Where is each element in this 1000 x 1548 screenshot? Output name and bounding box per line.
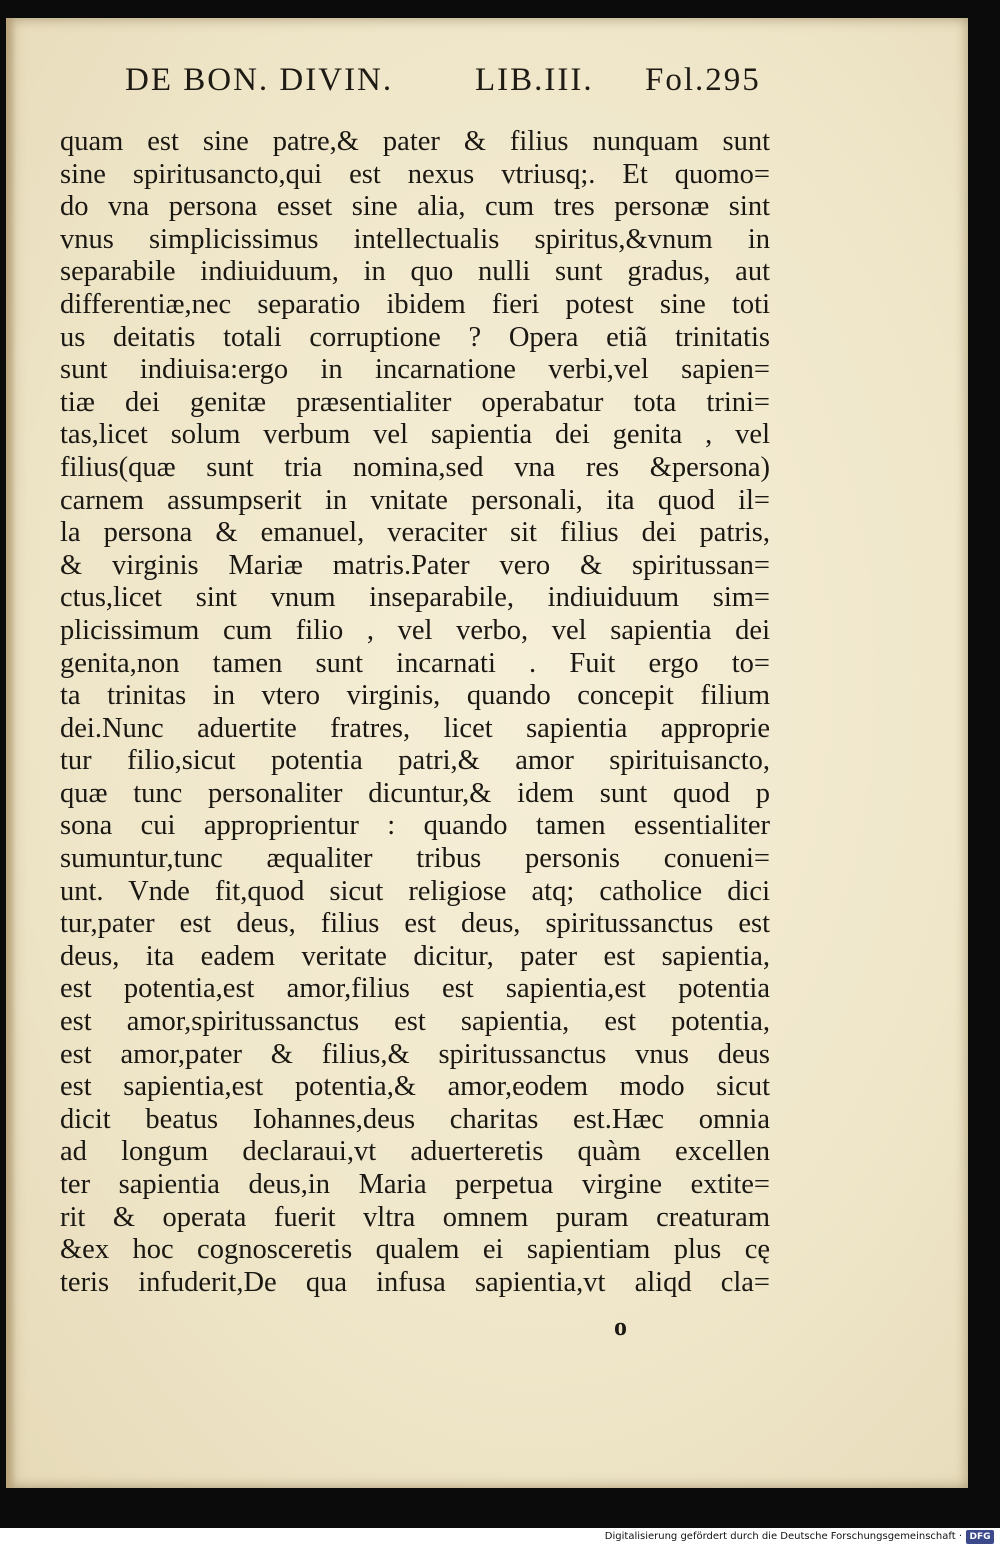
text-line: separabile indiuiduum, in quo nulli sunt gradus, aut [60,256,770,288]
running-head-title: DE BON. DIVIN. [125,62,394,98]
running-head [125,62,765,112]
text-line: carnem assumpserit in vnitate personali, ita quod il= [60,484,770,516]
text-line: tur filio,sicut potentia patri,& amor spirituisancto, [60,745,770,777]
text-line: dei.Nunc aduertite fratres, licet sapientia approprie [60,712,770,744]
signature-mark: o [614,1312,627,1341]
text-line: est potentia,est amor,filius est sapientia,est potentia [60,973,770,1005]
text-line: plicissimum cum filio , vel verbo, vel sapientia dei [60,614,770,646]
text-line: rit & operata fuerit vltra omnem puram creaturam [60,1201,770,1233]
text-line: filius(quæ sunt tria nomina,sed vna res &persona) [60,451,770,483]
text-line: quam est sine patre,& pater & filius nunquam sunt [60,126,770,157]
text-line: unt. Vnde fit,quod sicut religiose atq; catholice dici [60,875,770,907]
text-line: tiæ dei genitæ præsentialiter operabatur tota trini= [60,386,770,418]
text-line: sona cui approprientur : quando tamen essentialiter [60,810,770,842]
text-line: &ex hoc cognosceretis qualem ei sapientiam plus cę [60,1234,770,1266]
text-line: est amor,pater & filius,& spiritussanctus vnus deus [60,1038,770,1070]
dfg-logo: DFG [966,1530,994,1544]
text-line: ter sapientia deus,in Maria perpetua virgine extite= [60,1169,770,1200]
text-line: ctus,licet sint vnum inseparabile, indiuiduum sim= [60,582,770,614]
text-line: differentiæ,nec separatio ibidem fieri potest sine toti [60,288,770,320]
body-text [60,126,770,1299]
folio-number: Fol.295 [645,62,761,98]
text-line: tur,pater est deus, filius est deus, spiritussanctus est [60,908,770,940]
text-line: quæ tunc personaliter dicuntur,& idem sunt quod p [60,777,770,809]
footer-bar [0,1528,1000,1548]
text-line: genita,non tamen sunt incarnati . Fuit ergo to= [60,647,770,679]
text-line: deus, ita eadem veritate dicitur, pater est sapientia, [60,940,770,972]
text-line: sunt indiuisa:ergo in incarnatione verbi,vel sapien= [60,354,770,386]
text-line: ta trinitas in vtero virginis, quando concepit filium [60,680,770,712]
page-gutter-shadow [6,18,16,1488]
text-line: tas,licet solum verbum vel sapientia dei genita , vel [60,419,770,451]
text-line: ad longum declaraui,vt aduerteretis quàm excellen [60,1136,770,1168]
text-line: teris infuderit,De qua infusa sapientia,vt aliqd cla= [60,1266,770,1298]
running-head-book: LIB.III. [475,62,594,98]
text-line: vnus simplicissimus intellectualis spiritus,&vnum in [60,223,770,255]
text-line: est sapientia,est potentia,& amor,eodem modo sicut [60,1071,770,1103]
text-line: sine spiritusancto,qui est nexus vtriusq;. Et quomo= [60,158,770,190]
text-line: do vna persona esset sine alia, cum tres personæ sint [60,191,770,223]
text-line: us deitatis totali corruptione ? Opera etiã trinitatis [60,321,770,353]
text-line: & virginis Mariæ matris.Pater vero & spiritussan= [60,549,770,581]
text-line: la persona & emanuel, veraciter sit filius dei patris, [60,517,770,549]
text-line: est amor,spiritussanctus est sapientia, est potentia, [60,1006,770,1038]
funding-credit: Digitalisierung gefördert durch die Deutsche Forschungsgemeinschaft · [604,1531,962,1542]
text-line: sumuntur,tunc æqualiter tribus personis conueni= [60,843,770,875]
text-line: dicit beatus Iohannes,deus charitas est.Hæc omnia [60,1103,770,1135]
